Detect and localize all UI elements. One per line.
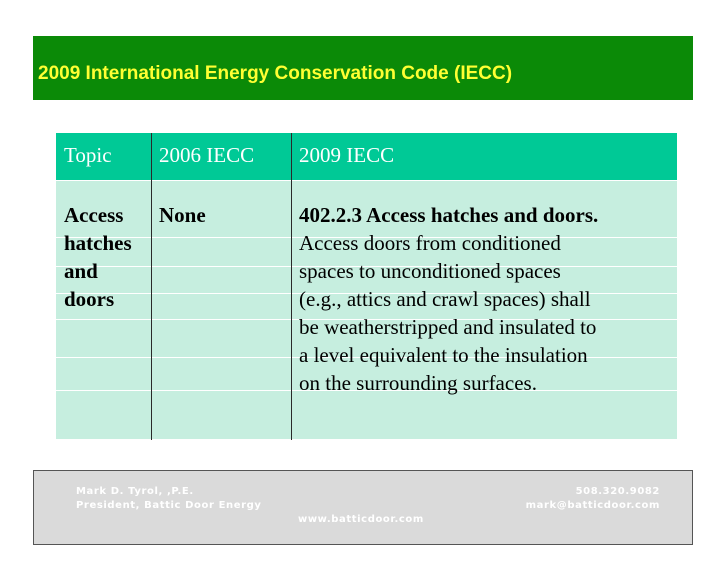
iecc-2009-text-line: (e.g., attics and crawl spaces) shall [299,287,591,311]
topic-line: doors [64,287,115,311]
comparison-table [55,133,677,440]
website-link[interactable]: www.batticdoor.com [298,514,424,525]
topic-line: hatches [64,231,132,255]
footer-bar [33,470,693,545]
header-2006-iecc: 2006 IECC [159,143,255,167]
iecc-2009-heading: 402.2.3 Access hatches and doors. [299,203,599,227]
topic-line: and [64,259,98,283]
topic-line: Access [64,203,124,227]
presenter-position: President, Battic Door Energy [76,500,262,511]
email-link[interactable]: mark@batticdoor.com [525,500,660,511]
presenter-name: Mark D. Tyrol, ,P.E. [76,486,194,497]
row-divider [55,439,677,440]
phone-number: 508.320.9082 [575,486,660,497]
iecc-2009-text-line: Access doors from conditioned [299,231,561,255]
column-divider [55,133,56,440]
iecc-2009-text-line: spaces to unconditioned spaces [299,259,561,283]
iecc-2009-text-line: be weatherstripped and insulated to [299,315,597,339]
header-2009-iecc: 2009 IECC [299,143,395,167]
slide-title: 2009 International Energy Conservation Code (IECC) [38,63,513,84]
iecc-2009-text-line: a level equivalent to the insulation [299,343,588,367]
column-divider [291,133,292,440]
iecc-2009-text-line: on the surrounding surfaces. [299,371,537,395]
row-divider [55,180,677,181]
column-divider [151,133,152,440]
iecc-2006-value: None [159,203,206,227]
title-banner [33,36,693,100]
header-topic: Topic [64,143,112,167]
